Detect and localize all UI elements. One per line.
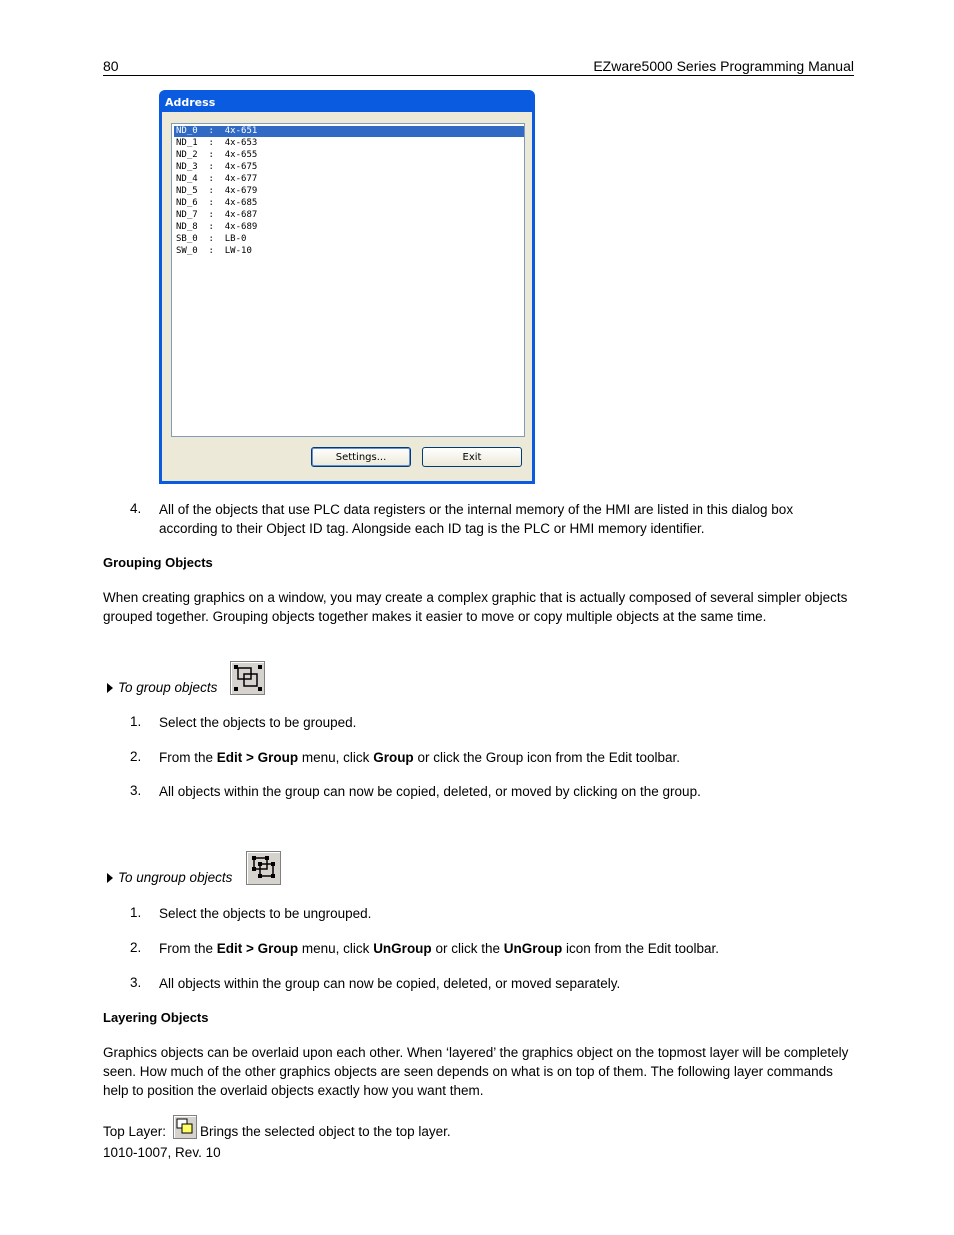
step-text: All objects within the group can now be copied, deleted, or moved separately. (159, 976, 621, 991)
list-item[interactable]: ND_7 : 4x-687 (176, 210, 258, 220)
dialog-body (162, 112, 532, 481)
step-text: From the Edit > Group menu, click Group or click the Group icon from the Edit toolbar. (159, 750, 681, 765)
footer-doc-id: 1010-1007, Rev. 10 (103, 1145, 221, 1160)
list-item[interactable]: ND_1 : 4x-653 (176, 138, 258, 148)
list-item[interactable]: ND_6 : 4x-685 (176, 198, 258, 208)
top-layer-line (103, 1124, 166, 1139)
procedure-group (107, 680, 217, 695)
step-text: From the Edit > Group menu, click UnGroup or click the UnGroup icon from the Edit toolbar. (159, 941, 720, 956)
procedure-label: To ungroup objects (118, 870, 233, 885)
top-layer-label: Top Layer: (103, 1124, 167, 1139)
exit-button[interactable]: Exit (422, 447, 522, 467)
triangle-right-icon (107, 873, 113, 883)
address-dialog (159, 90, 535, 484)
triangle-right-icon (107, 683, 113, 693)
list-item[interactable]: ND_0 : 4x-651 (174, 126, 524, 137)
step-number: 2. (130, 749, 142, 764)
list-item[interactable]: SB_0 : LB-0 (176, 234, 247, 244)
list-item[interactable]: ND_5 : 4x-679 (176, 186, 258, 196)
top-layer-icon (173, 1115, 197, 1139)
section-heading-layering: Layering Objects (103, 1010, 209, 1025)
procedure-label: To group objects (118, 680, 218, 695)
layering-intro: Graphics objects can be overlaid upon each other. When ‘layered’ the graphics object on the topmost layer will be completely seen. How much of the other graphics objects are seen depends on what is on top of them. The following layer commands help to position the overlaid objects exactly how you want them. (103, 1045, 849, 1098)
step-text: All objects within the group can now be copied, deleted, or moved by clicking on the group. (159, 784, 701, 799)
step-text: Select the objects to be ungrouped. (159, 906, 372, 921)
section-heading-grouping: Grouping Objects (103, 555, 213, 570)
list-item[interactable]: SW_0 : LW-10 (176, 246, 252, 256)
step-number: 3. (130, 975, 142, 990)
step-text: All of the objects that use PLC data registers or the internal memory of the HMI are listed in this dialog box according to their Object ID tag. Alongside each ID tag is the PLC or HMI memory identifier. (159, 502, 794, 536)
group-icon (230, 661, 265, 695)
step-number: 3. (130, 783, 142, 798)
header-rule (103, 75, 854, 76)
list-item[interactable]: ND_2 : 4x-655 (176, 150, 258, 160)
settings-button[interactable]: Settings... (311, 447, 411, 467)
manual-title: EZware5000 Series Programming Manual (593, 58, 854, 74)
list-item[interactable]: ND_8 : 4x-689 (176, 222, 258, 232)
list-item[interactable]: ND_4 : 4x-677 (176, 174, 258, 184)
step-text: Select the objects to be grouped. (159, 715, 357, 730)
step-number: 2. (130, 940, 142, 955)
list-item[interactable]: ND_3 : 4x-675 (176, 162, 258, 172)
dialog-title: Address (165, 96, 216, 109)
step-number: 4. (130, 501, 142, 516)
procedure-ungroup (107, 870, 232, 885)
address-listbox[interactable] (171, 123, 525, 437)
top-layer-description: Brings the selected object to the top layer. (200, 1124, 451, 1139)
grouping-intro: When creating graphics on a window, you may create a complex graphic that is actually composed of several simpler objects grouped together. Grouping objects together makes it easier to move or copy multiple objects at the same time. (103, 590, 848, 624)
step-number: 1. (130, 905, 142, 920)
step-number: 1. (130, 714, 142, 729)
page-number: 80 (103, 58, 119, 74)
ungroup-icon (246, 851, 281, 885)
